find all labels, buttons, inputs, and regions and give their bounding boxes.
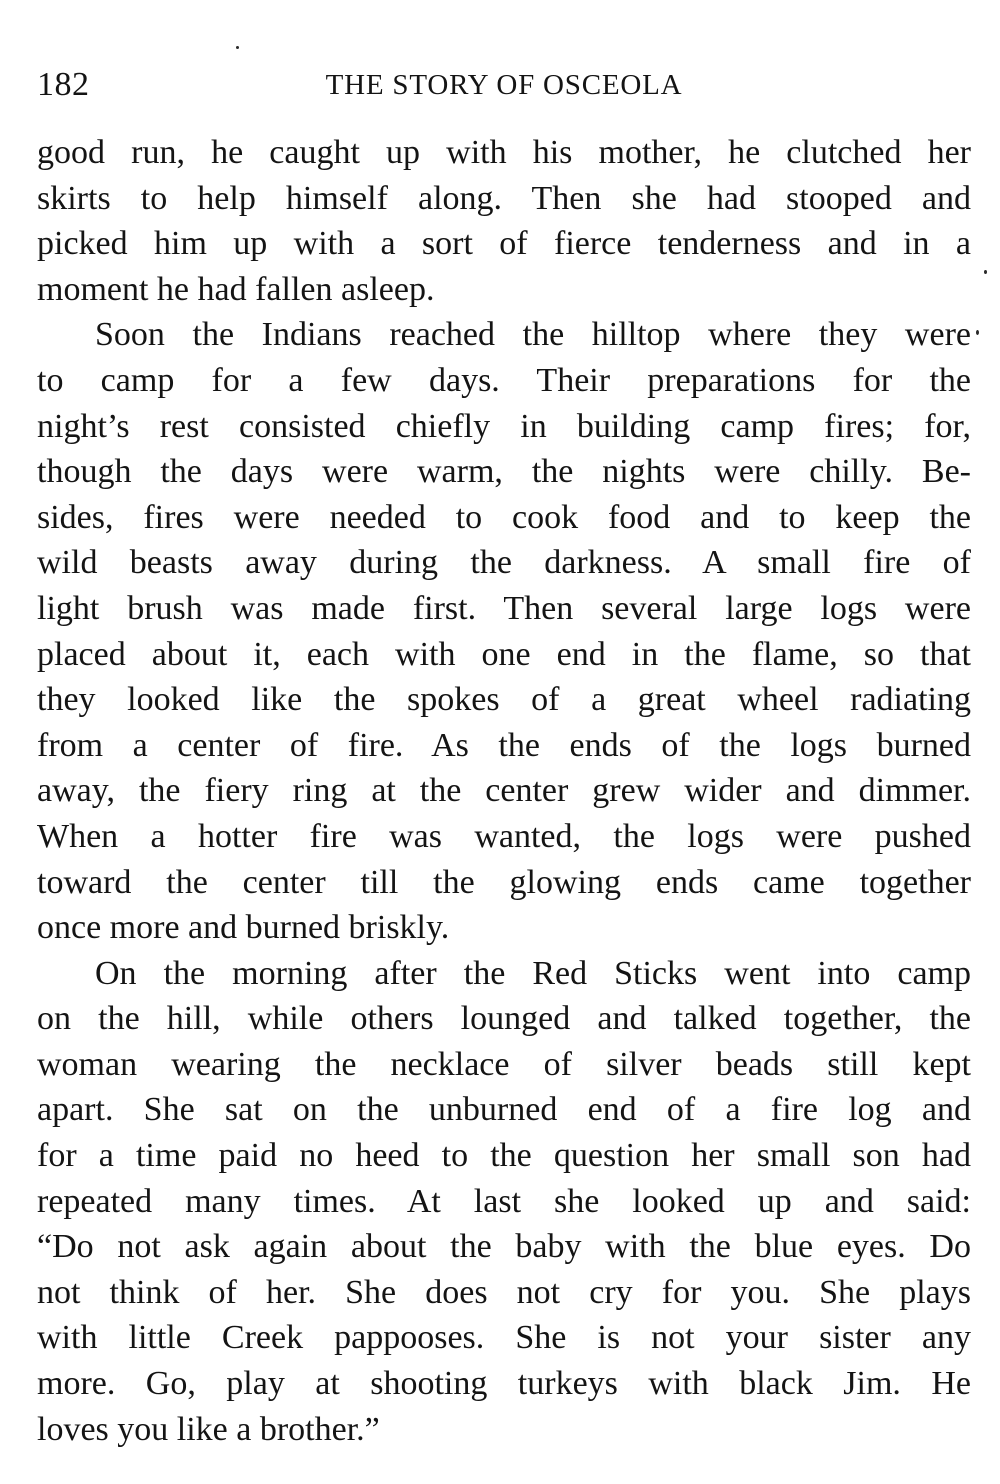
text-line: good run, he caught up with his mother, he clutched her [37,134,971,171]
text-line: away, the fiery ring at the center grew wider and dimmer. [37,772,971,810]
text-line: wild beasts away during the darkness. A small fire of [37,544,971,582]
text-line: more. Go, play at shooting turkeys with black Jim. He [37,1365,971,1403]
text-line: repeated many times. At last she looked up and said: [37,1182,971,1220]
scan-speck [976,330,979,335]
text-line: though the days were warm, the nights were chilly. Be- [37,453,971,491]
paragraph-3 [37,951,971,1453]
paragraph-2 [37,312,971,950]
text-line: placed about it, each with one end in the flame, so that [37,635,971,673]
text-line: toward the center till the glowing ends came together [37,863,971,901]
text-line: light brush was made first. Then several large logs were [37,589,971,627]
text-line: skirts to help himself along. Then she had stooped and [37,179,971,217]
text-line: apart. She sat on the unburned end of a fire log and [37,1091,971,1129]
text-line: for a time paid no heed to the question her small son had [37,1137,971,1175]
text-line: night’s rest consisted chiefly in building camp fires; for, [37,407,971,445]
text-line: once more and burned briskly. [37,909,450,947]
paragraph-1 [37,130,971,312]
text-line: on the hill, while others lounged and talked together, the [37,1000,971,1038]
text-line: not think of her. She does not cry for you. She plays [37,1273,971,1311]
text-line: loves you like a brother.” [37,1410,380,1448]
text-line: picked him up with a sort of fierce tenderness and in a [37,225,971,263]
text-line: they looked like the spokes of a great wheel radiating [37,681,971,719]
text-line: to camp for a few days. Their preparations for the [37,361,971,399]
text-line: moment he had fallen asleep. [37,270,435,308]
scan-speck [236,46,239,49]
text-line: When a hotter fire was wanted, the logs were pushed [37,817,971,855]
text-line: On the morning after the Red Sticks went into camp [95,954,971,992]
text-line: from a center of fire. As the ends of the logs burned [37,726,971,764]
running-title: THE STORY OF OSCEOLA [325,69,683,101]
scan-speck [984,270,987,274]
body-text [37,130,971,1452]
text-line: woman wearing the necklace of silver beads still kept [37,1045,971,1083]
text-line: “Do not ask again about the baby with the blue eyes. Do [37,1228,971,1266]
text-line: sides, fires were needed to cook food and to keep the [37,498,971,536]
text-line: Soon the Indians reached the hilltop where they were [95,316,971,354]
page-header [37,60,971,110]
page-number: 182 [37,66,90,103]
text-line: with little Creek pappooses. She is not your sister any [37,1319,971,1357]
